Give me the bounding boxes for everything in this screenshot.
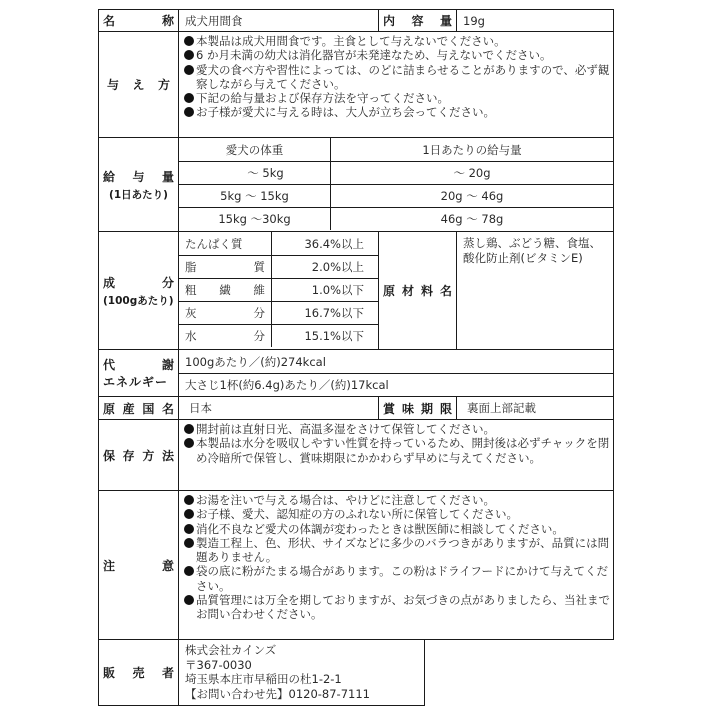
label-feeding-amount [99, 138, 179, 231]
list-item-text: 開封前は直射日光、高温多湿をさけて保管してください。 [196, 422, 495, 436]
label-char: 意 [161, 558, 174, 573]
label-name [99, 10, 179, 31]
label-char: 給 [103, 169, 116, 184]
list-item-text: 愛犬の食べ方や習性によっては、のどに詰まらせることがありますので、必ず観察しながら与えてください。 [196, 62, 610, 91]
energy-values [179, 350, 613, 396]
column-header-amount: 1日あたりの給与量 [422, 142, 522, 157]
label-sub: (1日あたり) [109, 188, 168, 201]
bullet-icon [184, 495, 194, 505]
caution-list [179, 491, 613, 639]
best-before-value: 裏面上部記載 [467, 401, 536, 415]
weight-cell: 15kg 〜30kg [179, 208, 331, 230]
list-item [184, 536, 613, 565]
table-row [179, 232, 378, 255]
label-energy [99, 350, 179, 396]
label-char: 材 [401, 284, 414, 298]
label-sub: (100gあたり) [103, 294, 174, 307]
bullet-icon [184, 524, 194, 534]
label-char: 量 [161, 169, 174, 184]
table-row [179, 301, 378, 324]
list-item-text: 製造工程上、色、形状、サイズなどに多少のバラつきがありますが、品質には問題ありません。 [196, 535, 610, 565]
char: 粗 [185, 283, 197, 297]
row-seller [98, 640, 425, 706]
label-caution [99, 491, 179, 639]
bullet-icon [184, 65, 194, 75]
label-char: 与 [107, 78, 120, 92]
list-item-text: 6 か月未満の幼犬は消化器官が未発達なため、与えないでください。 [196, 48, 552, 63]
list-item-text: 下記の給与量および保存方法を守ってください。 [196, 91, 449, 106]
nutrient-value: 2.0%以上 [311, 260, 364, 274]
bullet-icon [184, 424, 194, 434]
label-char: 限 [439, 401, 452, 416]
label-volume-char: 内 [383, 14, 396, 28]
amount-cell: 〜 20g [453, 166, 491, 180]
table-row [179, 161, 613, 184]
label-char: 賞 [383, 401, 396, 416]
label-line2: エネルギー [103, 375, 169, 389]
bullet-icon [184, 509, 194, 519]
list-item [184, 34, 613, 48]
weight-cell: 〜 5kg [179, 162, 331, 184]
energy-per-100g: 100gあたり／(約)274kcal [185, 354, 326, 369]
label-char: 産 [122, 401, 135, 416]
label-char: 名 [161, 401, 174, 416]
row-energy [98, 349, 614, 396]
label-char: 期 [420, 401, 433, 416]
list-item [184, 436, 613, 465]
label-composition [99, 232, 179, 349]
char: 維 [253, 283, 265, 297]
list-item [184, 48, 613, 62]
column-header-weight: 愛犬の体重 [179, 138, 331, 161]
label-char: 代 [103, 358, 116, 372]
table-row [179, 184, 613, 207]
nutrient-name [179, 302, 272, 324]
list-item-text: 品質管理には万全を期しておりますが、お気づきの点がありましたら、当社までお問い合わせください。 [196, 593, 610, 622]
table-row [179, 278, 378, 301]
label-name-right: 称 [161, 14, 174, 28]
bullet-icon [184, 93, 194, 103]
label-origin [99, 397, 179, 419]
label-char: 国 [142, 401, 155, 416]
label-volume [379, 10, 457, 31]
label-char: 法 [161, 448, 174, 463]
list-item [184, 507, 613, 521]
label-char: 成 [103, 275, 116, 290]
label-char: 与 [132, 169, 145, 184]
row-composition [98, 231, 614, 349]
feeding-method-list [179, 32, 613, 137]
list-item-text: 消化不良など愛犬の体調が変わったときは獣医師に相談してください。 [196, 521, 564, 536]
row-caution [98, 490, 614, 640]
label-char: 保 [103, 448, 116, 463]
label-char: 原 [383, 284, 396, 298]
amount-cell: 20g 〜 46g [440, 189, 504, 203]
label-char: 売 [132, 666, 145, 680]
label-char: 料 [420, 284, 433, 298]
energy-row [179, 350, 613, 373]
seller-info [179, 640, 424, 705]
list-item-text: お湯を注いで与える場合は、やけどに注意してください。 [196, 493, 495, 507]
char: 水 [185, 329, 197, 343]
list-item [184, 522, 613, 536]
label-char: 原 [103, 401, 116, 416]
name-value: 成犬用間食 [179, 10, 379, 31]
bullet-icon [184, 50, 194, 60]
label-char: 分 [161, 275, 174, 290]
label-seller [99, 640, 179, 705]
seller-company: 株式会社カインズ [185, 643, 277, 657]
list-item-text: お子様、愛犬、認知症の方のふれない所に保管してください。 [196, 507, 518, 522]
label-char: 味 [401, 401, 414, 416]
label-volume-char: 量 [439, 14, 452, 28]
table-header-row [179, 138, 613, 161]
list-item-text: 本製品は成犬用間食です。主食として与えないでください。 [196, 34, 506, 48]
row-storage [98, 419, 614, 490]
label-char: 方 [142, 448, 155, 463]
nutrient-value: 16.7%以下 [304, 306, 364, 320]
seller-contact: 【お問い合わせ先】0120-87-7111 [185, 686, 370, 701]
bullet-icon [184, 438, 194, 448]
row-feeding-amount [98, 137, 614, 231]
nutrient-value: 15.1%以下 [304, 329, 364, 343]
composition-table [179, 232, 379, 349]
label-char: 販 [103, 666, 116, 680]
char: 分 [253, 329, 265, 343]
nutrient-name [179, 325, 272, 347]
seller-postal-code: 〒367-0030 [185, 657, 252, 672]
list-item [184, 493, 613, 507]
nutrient-name [179, 256, 272, 278]
list-item [184, 105, 613, 119]
list-item [184, 564, 613, 593]
label-ingredients [379, 232, 457, 349]
table-row [179, 324, 378, 347]
char: 灰 [185, 306, 197, 320]
bullet-icon [184, 595, 194, 605]
nutrient-name: たんぱく質 [179, 232, 272, 255]
nutrient-value: 36.4%以上 [304, 236, 364, 251]
label-char: 存 [122, 448, 135, 463]
label-volume-char: 容 [411, 14, 424, 28]
list-item [184, 63, 613, 92]
storage-list [179, 420, 613, 490]
table-row [179, 207, 613, 230]
label-char: 名 [439, 284, 452, 298]
bullet-icon [184, 36, 194, 46]
char: 分 [253, 306, 265, 320]
label-char: 謝 [161, 358, 174, 372]
label-feeding-method [99, 32, 179, 137]
nutrient-value: 1.0%以下 [311, 283, 364, 297]
row-origin [98, 396, 614, 419]
list-item [184, 91, 613, 105]
char: 繊 [219, 283, 231, 297]
seller-address: 埼玉県本庄市早稲田の杜1-2-1 [185, 672, 342, 686]
list-item-text: 袋の底に粉がたまる場合があります。この粉はドライフードにかけて与えてください。 [196, 564, 609, 593]
list-item-text: 本製品は水分を吸収しやすい性質を持っているため、開封後は必ずチャックを閉め冷暗所で保管し、賞味期限にかかわらず早めに与えてください。 [196, 436, 610, 465]
table-row [179, 255, 378, 278]
row-feeding-method [98, 31, 614, 137]
label-name-left: 名 [103, 14, 116, 28]
label-char: 注 [103, 558, 116, 573]
nutrient-name [179, 279, 272, 301]
ingredients-value: 蒸し鶏、ぶどう糖、食塩、酸化防止剤(ビタミンE) [463, 236, 601, 265]
weight-cell: 5kg 〜 15kg [179, 185, 331, 207]
list-item-text: お子様が愛犬に与える時は、大人が立ち会ってください。 [196, 105, 495, 120]
label-char: え [132, 78, 145, 92]
amount-cell: 46g 〜 78g [440, 212, 504, 226]
bullet-icon [184, 107, 194, 117]
bullet-icon [184, 538, 194, 548]
label-best-before [379, 397, 457, 419]
label-char: 方 [157, 78, 170, 92]
char: 質 [253, 260, 265, 274]
list-item [184, 593, 613, 622]
list-item [184, 422, 613, 436]
origin-value: 日本 [179, 397, 379, 419]
energy-per-spoon: 大さじ1杯(約6.4g)あたり／(約)17kcal [185, 378, 389, 392]
char: 脂 [185, 260, 197, 274]
energy-row [179, 373, 613, 396]
label-storage [99, 420, 179, 490]
volume-value: 19g [463, 13, 485, 28]
bullet-icon [184, 566, 194, 576]
label-char: 者 [161, 666, 174, 680]
product-label-table [98, 9, 614, 706]
feeding-amount-table [179, 138, 613, 231]
row-name [98, 9, 614, 31]
